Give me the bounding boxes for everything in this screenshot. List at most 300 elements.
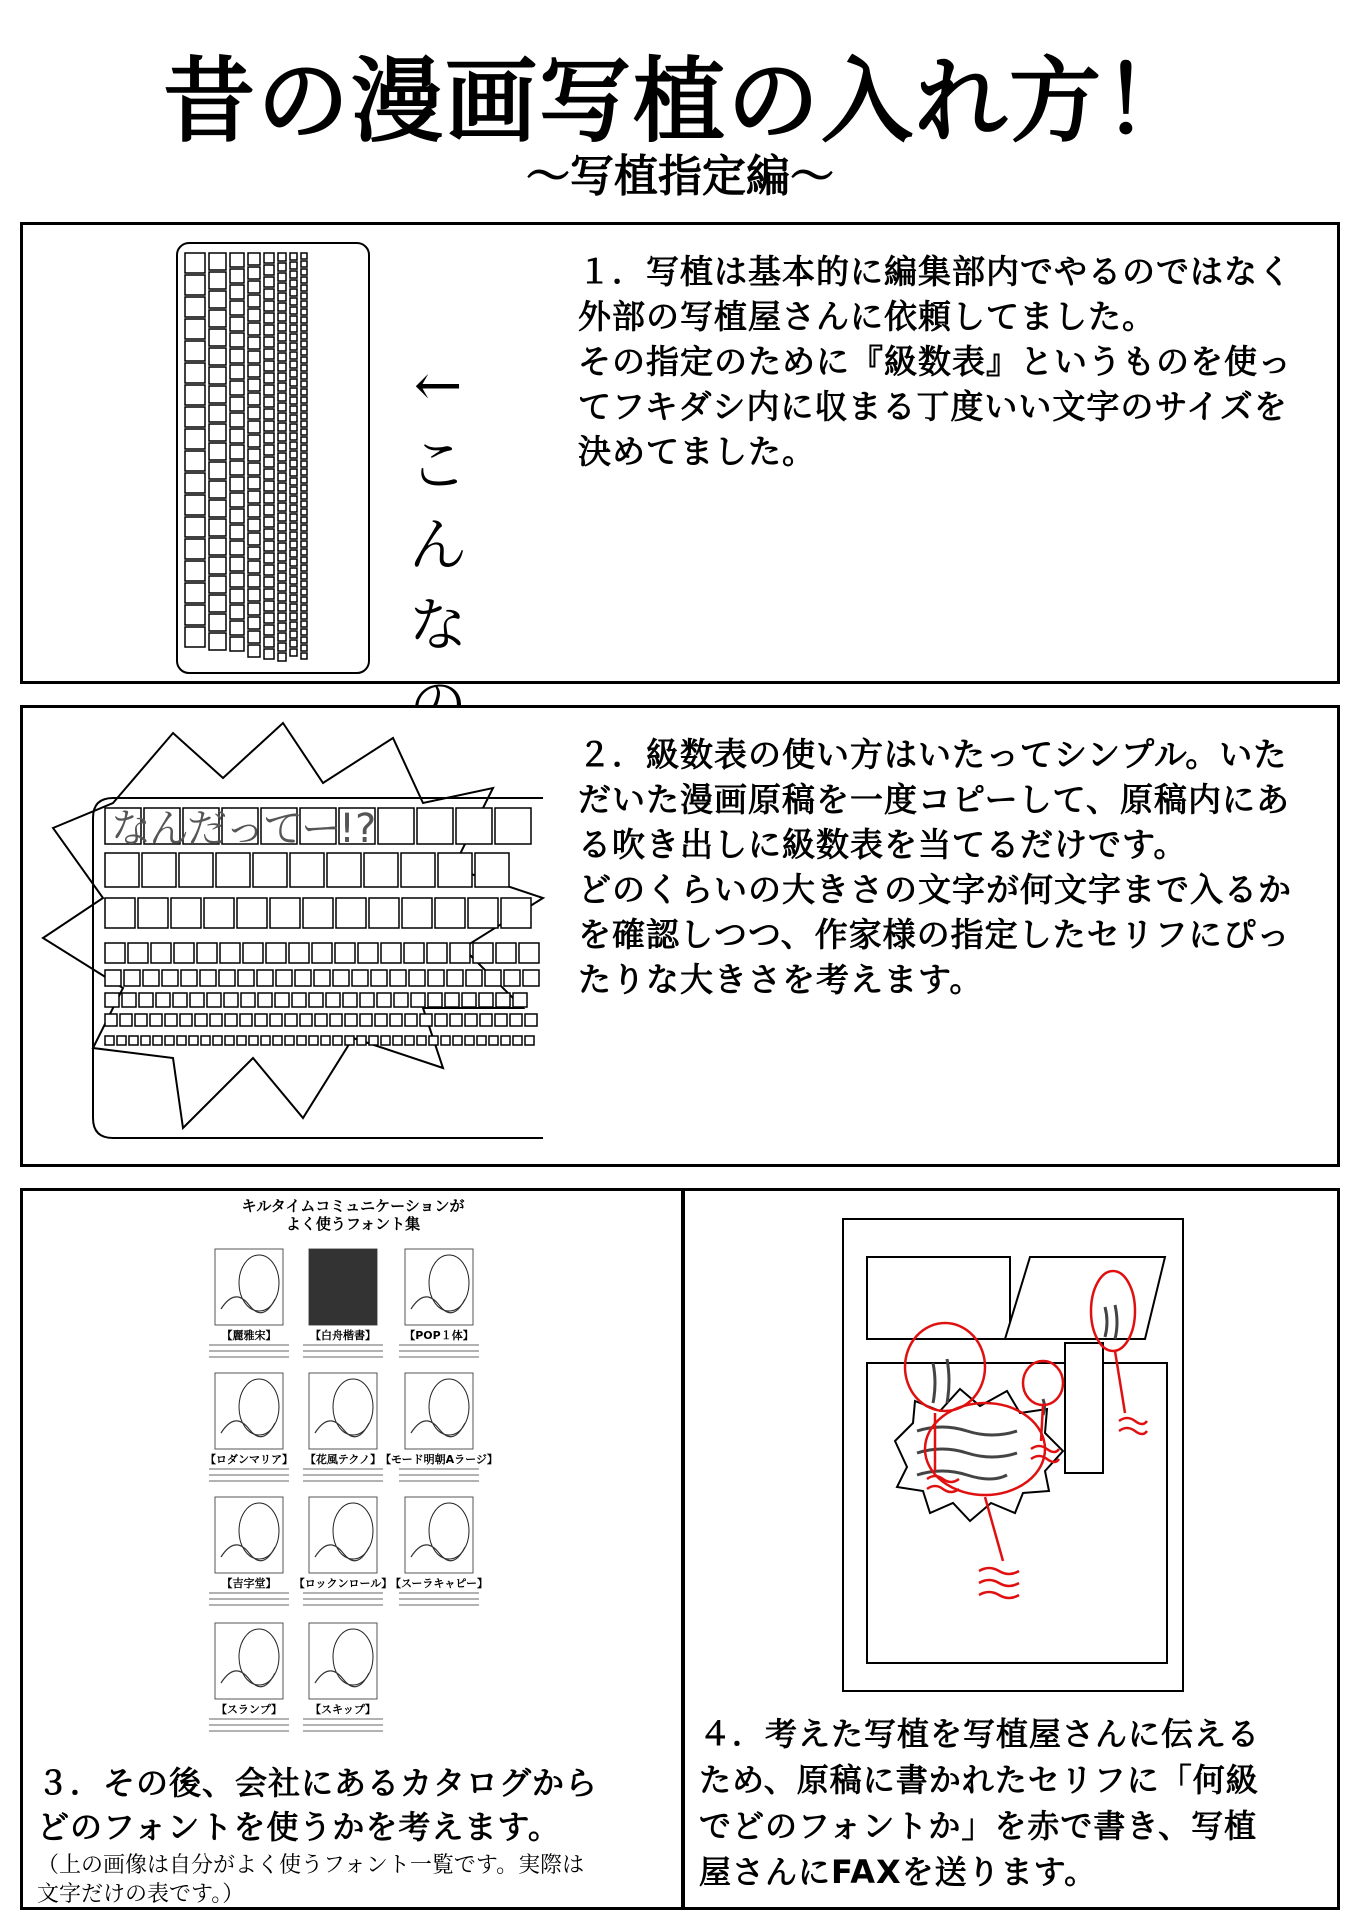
scale-cell [466,970,482,986]
scale-cell [248,295,260,307]
scale-cell [264,505,274,515]
scale-cell [185,319,205,339]
text-line: どのフォントを使うかを考えます。 [37,1808,561,1846]
scale-cell [290,307,297,314]
scale-cell [230,509,244,523]
scale-cell [225,1036,234,1045]
scale-cell [393,1036,402,1045]
annotation-char: こ [408,431,467,499]
scale-cell [248,463,260,475]
scale-cell [309,993,323,1007]
scale-cell [129,1036,138,1045]
scale-cell [462,993,476,1007]
scale-cell [180,1014,192,1026]
scale-cell [258,993,272,1007]
scale-cell [301,549,307,555]
text-line: を確認しつつ、作家様の指定したセリフにぴっ [578,915,1291,954]
scale-cell [301,261,307,267]
scale-cell [270,898,300,928]
scale-cell [278,253,286,261]
font-sample-thumbnail [215,1497,283,1573]
scale-cell [468,898,498,928]
text-line: どのくらいの大きさの文字が何文字まで入るか [578,870,1292,909]
panel-1-text [578,249,1292,474]
scale-cell [261,1036,270,1045]
scale-cell [290,559,297,566]
scale-cell [230,269,244,283]
scale-cell [381,943,401,963]
scale-cell [303,898,333,928]
scale-cell [301,493,307,499]
scale-cell [185,495,205,515]
scale-cell [411,993,425,1007]
scale-cell [230,477,244,491]
scale-cell [278,493,286,501]
scale-cell [301,613,307,619]
scale-cell [278,603,286,611]
scale-cell [264,337,274,347]
scale-cell [301,253,307,259]
scale-cell [209,576,226,593]
scale-cell [290,334,297,341]
panel-3-text [37,1761,598,1849]
scale-cell [122,993,136,1007]
font-name: 【花風テクノ】 [304,1453,382,1466]
scale-cell [185,297,205,317]
scale-cell [197,943,217,963]
scale-cell [124,970,140,986]
scale-cell [290,613,297,620]
scale-cell [278,433,286,441]
scale-cell [142,853,176,887]
scale-cell [248,603,260,615]
scale-cell [377,993,391,1007]
scale-cell [248,393,260,405]
scale-cell [335,943,355,963]
scale-cell [289,943,309,963]
scale-cell [438,853,472,887]
scale-cell [264,601,274,611]
scale-cell [278,503,286,511]
scale-cell [473,943,493,963]
scale-cell [295,970,311,986]
scale-cell [237,1036,246,1045]
scale-cell [257,970,273,986]
scale-cell [264,253,274,263]
scale-cell [209,424,226,441]
scale-cell [185,451,205,471]
scale-cell [301,437,307,443]
scale-cell [301,565,307,571]
scale-cell [209,253,226,270]
scale-cell [369,1036,378,1045]
scale-cell [292,993,306,1007]
scale-cell [301,557,307,563]
scale-cell [209,310,226,327]
scale-cell [210,1014,222,1026]
scale-cell [496,993,510,1007]
scale-cell [301,349,307,355]
scale-cell [278,343,286,351]
scale-cell [248,491,260,503]
scale-cell [209,367,226,384]
scale-cell [301,325,307,331]
scale-cell [264,457,274,467]
text-line: でどのフォントか」を赤で書き、写植 [699,1807,1258,1845]
scale-cell [185,627,205,647]
scale-cell [264,433,274,443]
scale-cell [273,1036,282,1045]
handwritten-annotation [398,345,478,745]
scale-cell [105,898,135,928]
scale-cell [174,943,194,963]
scale-cell [264,373,274,383]
scale-cell [427,943,447,963]
font-sample-thumbnail [215,1373,283,1449]
scale-cell [301,365,307,371]
scale-cell [238,970,254,986]
scale-cell [475,853,509,887]
scale-cell [248,309,260,321]
scale-cell [278,443,286,451]
scale-cell [495,1014,507,1026]
scale-cell [162,970,178,986]
scale-cell [290,640,297,647]
scale-cell [264,565,274,575]
scale-cell [301,509,307,515]
scale-cell [315,1014,327,1026]
font-sample-thumbnail [405,1249,473,1325]
text-line: る吹き出しに級数表を当てるだけです。 [578,825,1188,864]
bubble-char: だ [187,806,227,852]
panel-2-text [578,732,1292,1002]
scale-cell [248,421,260,433]
scale-cell [278,543,286,551]
font-name: 【ロダンマリア】 [204,1453,294,1466]
scale-cell [428,993,442,1007]
scale-cell [189,1036,198,1045]
scale-cell [290,595,297,602]
scale-cell [278,333,286,341]
catalog-title-line: キルタイムコミュニケーションが [241,1197,465,1215]
scale-cell [301,621,307,627]
scale-cell [230,637,244,651]
scale-cell [209,291,226,308]
scale-cell [278,563,286,571]
scale-cell [278,463,286,471]
scale-cell [369,898,399,928]
scale-cell [290,406,297,413]
scale-cell [185,473,205,493]
font-name: 【麗雅宋】 [221,1329,277,1342]
scale-cell [185,539,205,559]
scale-cell [266,943,286,963]
scale-cell [209,386,226,403]
scale-cell [230,573,244,587]
scale-cell [290,325,297,332]
scale-cell [165,1036,174,1045]
scale-cell [248,561,260,573]
scale-cell [264,529,274,539]
font-name: 【白舟楷書】 [310,1329,376,1342]
scale-cell [264,385,274,395]
scale-cell [301,413,307,419]
scale-cell [264,493,274,503]
bubble-char: っ [225,806,265,852]
scale-cell [264,409,274,419]
scale-cell [285,1014,297,1026]
scale-cell [360,1014,372,1026]
scale-cell [230,461,244,475]
scale-cell [345,1036,354,1045]
scale-cell [450,1014,462,1026]
scale-cell [230,557,244,571]
panel-1 [20,222,1340,684]
scale-cell [117,1036,126,1045]
scale-cell [209,519,226,536]
text-line: １．写植は基本的に編集部内でやるのではなく [578,252,1292,291]
scale-cell [301,629,307,635]
scale-cell [290,604,297,611]
font-sample-thumbnail [309,1497,377,1573]
scale-cell [264,637,274,647]
font-name: 【スランプ】 [215,1703,283,1716]
scale-cell [290,253,297,260]
text-line: ３．その後、会社にあるカタログから [37,1764,599,1802]
scale-cell [501,1036,510,1045]
scale-cell [165,1014,177,1026]
scale-cell [381,1036,390,1045]
font-sample-thumbnail [215,1249,283,1325]
scale-cell [264,289,274,299]
scale-cell [264,649,274,659]
scale-cell [453,1036,462,1045]
scale-cell [513,993,527,1007]
scale-cell [290,622,297,629]
font-sample-thumbnail [309,1373,377,1449]
scale-cell [230,381,244,395]
scale-cell [185,341,205,361]
scale-cell [278,583,286,591]
scale-cell [264,397,274,407]
scale-cell [290,379,297,386]
scale-cell [301,421,307,427]
scale-cell [264,301,274,311]
scale-cell [278,263,286,271]
scale-cell [278,323,286,331]
scale-cell [185,407,205,427]
scale-cell [248,379,260,391]
scale-cell [209,500,226,517]
scale-cell [216,853,250,887]
scale-cell [290,442,297,449]
scale-cell [290,316,297,323]
scale-cell [357,1036,366,1045]
scale-cell [290,853,324,887]
scale-cell [301,389,307,395]
scale-cell [352,970,368,986]
scale-cell [209,405,226,422]
scale-cell [209,443,226,460]
scale-cell [312,943,332,963]
scale-cell [209,538,226,555]
scale-cell [290,505,297,512]
scale-cell [301,285,307,291]
scale-cell [278,313,286,321]
scale-cell [390,1014,402,1026]
scale-cell [290,370,297,377]
scale-cell [290,523,297,530]
scale-cell [230,605,244,619]
scale-cell [301,469,307,475]
text-line: 外部の写植屋さんに依頼してました。 [578,297,1156,336]
scale-cell [278,383,286,391]
scale-cell [195,1014,207,1026]
scale-cell [190,993,204,1007]
scale-cell [285,1036,294,1045]
scale-cell [151,943,171,963]
scale-cell [278,353,286,361]
scale-cell [390,970,406,986]
scale-cell [278,533,286,541]
scale-cell [264,541,274,551]
scale-cell [230,429,244,443]
scale-cell [445,993,459,1007]
scale-cell [143,970,159,986]
scale-cell [290,577,297,584]
font-sample-thumbnail [405,1373,473,1449]
scale-cell [290,298,297,305]
scale-cell [510,1014,522,1026]
arrow-left-icon: ← [413,351,463,419]
scale-cell [264,469,274,479]
scale-cell [264,349,274,359]
scale-cell [297,1036,306,1045]
scale-cell [301,309,307,315]
scale-cell [336,898,366,928]
scale-cell [278,623,286,631]
scale-cell [264,625,274,635]
scale-cell [156,993,170,1007]
annotation-char: な [408,591,467,659]
scale-cell [417,808,453,844]
scale-cell [290,433,297,440]
scale-cell [290,586,297,593]
scale-cell [278,303,286,311]
manga-panel [1005,1257,1165,1339]
scale-cell [264,445,274,455]
scale-cell [278,423,286,431]
scale-cell [185,275,205,295]
scale-cell [405,1014,417,1026]
scale-cell [301,573,307,579]
scale-cell [237,898,267,928]
font-name: 【ロックンロール】 [293,1577,393,1590]
scale-cell [177,1036,186,1045]
scale-cell [301,293,307,299]
font-name: 【吉字堂】 [221,1577,277,1590]
font-sample-thumbnail [405,1497,473,1573]
scale-cell [301,653,307,659]
scale-cell [264,553,274,563]
scale-cell [248,449,260,461]
scale-cell [278,413,286,421]
scale-cell [290,424,297,431]
scale-cell [333,1036,342,1045]
scale-cell [504,970,520,986]
scale-cell [401,853,435,887]
scale-cell [301,485,307,491]
scale-cell [301,525,307,531]
scale-cell [248,547,260,559]
scale-cell [248,533,260,545]
scale-cell [290,460,297,467]
scale-cell [240,1014,252,1026]
bubble-char: て [263,806,303,852]
scale-cell [185,561,205,581]
scale-cell [301,645,307,651]
scale-cell [255,1014,267,1026]
text-line: たりな大きさを考えます。 [578,960,984,999]
scale-cell [230,349,244,363]
scale-cell [447,970,463,986]
font-sample-thumbnail [309,1623,377,1699]
text-line: その指定のために『級数表』というものを使っ [578,342,1292,381]
page-subtitle: ～写植指定編～ [526,151,834,202]
scale-cell [209,633,226,650]
scale-cell [404,943,424,963]
scale-cell [495,808,531,844]
scale-cell [171,898,201,928]
scale-cell [301,597,307,603]
scale-cell [153,1036,162,1045]
scale-cell [290,280,297,287]
scale-cell [209,614,226,631]
scale-cell [290,271,297,278]
bubble-char: ー [301,806,341,852]
scale-cell [248,505,260,517]
scale-cell [301,445,307,451]
scale-cell [209,272,226,289]
scale-cell [209,462,226,479]
text-line: ４．考えた写植を写植屋さんに伝える [699,1715,1261,1753]
page-title: 昔の漫画写植の入れ方！ [162,48,1197,155]
font-name: 【スキップ】 [310,1703,376,1716]
scale-cell [248,351,260,363]
scale-cell [301,301,307,307]
scale-cell [248,281,260,293]
scale-cell [150,1014,162,1026]
scale-cell [230,285,244,299]
scale-cell [480,1014,492,1026]
scale-cell [224,993,238,1007]
scale-cell [230,445,244,459]
scale-cell [278,473,286,481]
scale-cell [465,1036,474,1045]
scale-cell [201,1036,210,1045]
dark-sample-background [309,1249,377,1325]
scale-cell [173,993,187,1007]
scale-cell [301,405,307,411]
scale-cell [248,407,260,419]
font-name: 【POP１体】 [404,1329,474,1342]
scale-cell [225,1014,237,1026]
panel-3-note [37,1851,584,1909]
scale-cell [465,1014,477,1026]
scale-cell [105,993,119,1007]
scale-cell [230,413,244,427]
scale-cell [230,525,244,539]
